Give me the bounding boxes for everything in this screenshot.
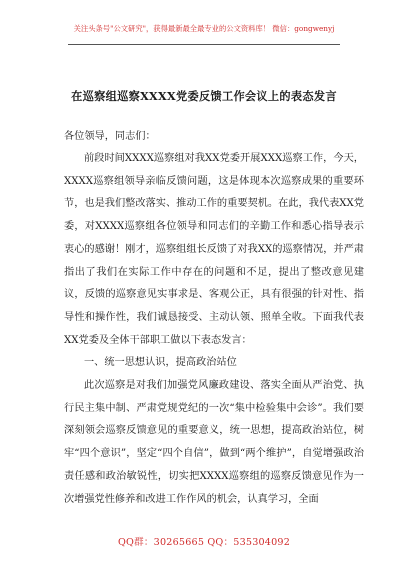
document-body <box>64 116 364 511</box>
header-divider <box>68 44 340 45</box>
intro-paragraph: 前段时间XXXX巡察组对我XX党委开展XXX巡察工作，今天，XXXX巡察组领导亲临反馈问题，这是体现本次巡察成果的重要环节，也是我们整改落实、推动工作的重要契机。在此，我代表XX党委，对XXXX巡察组各位领导和同志们的辛勤工作和悉心指导表示衷心的感谢！刚才，巡察组组长反馈了对我XX的巡察情况，并严肃指出了我们在实际工作中存在的问题和不足，提出了整改意见建议，反馈的巡察意见实事求是、客观公正，具有很强的针对性、指导性和操作性，我们诚恳接受、主动认领、照单全收。下面我代表XX党委及全体干部职工做以下表态发言： <box>64 153 364 346</box>
salutation: 各位领导，同志们： <box>64 131 156 142</box>
footer-contact: QQ群：30265665 QQ：535304092 <box>117 537 291 548</box>
document-title: 在巡察组巡察XXXX党委反馈工作会议上的表态发言 <box>71 89 337 103</box>
header-banner: 关注头条号"公文研究"，获得最新最全最专业的公文资料库！ 微信：gongwenyj <box>73 24 335 33</box>
section-heading: 一、统一思想认识，提高政治站位 <box>84 357 237 369</box>
section-paragraph: 此次巡察是对我们加强党风廉政建设、落实全面从严治党、执行民主集中制、严肃党规党纪的一次“集中检验集中会诊”。我们要深刻领会巡察反馈意见的重要意义，统一思想，提高政治站位，树牢“四个意识”，坚定“四个自信”，做到“两个维护”，自觉增强政治责任感和政治敏锐性，切实把XXXX巡察组的巡察反馈意见作为一次增强党性修养和改进工作作风的机会，认真学习，全面 <box>64 380 364 505</box>
